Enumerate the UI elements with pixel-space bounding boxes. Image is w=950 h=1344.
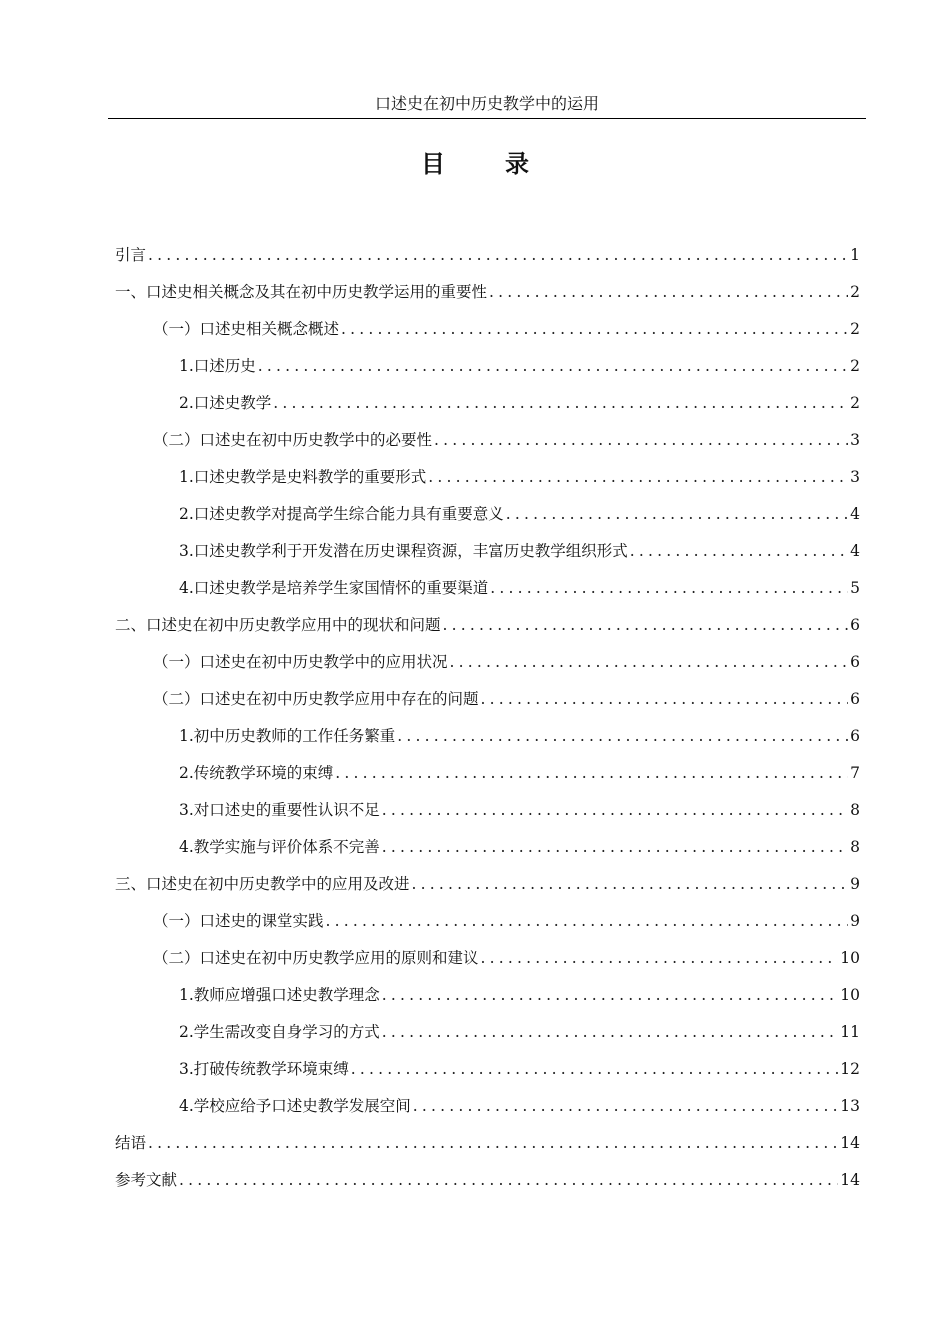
toc-entry-label: 一、口述史相关概念及其在初中历史教学运用的重要性 — [115, 283, 488, 301]
toc-entry-page-number: 14 — [840, 1134, 860, 1152]
toc-entry-page-number: 3 — [850, 431, 860, 449]
toc-entry-page-number: 6 — [850, 653, 860, 671]
toc-dot-leader — [258, 348, 848, 385]
toc-entry-label: 2.学生需改变自身学习的方式 — [179, 1023, 380, 1041]
running-header — [108, 92, 866, 119]
toc-entry-page-number: 5 — [850, 579, 860, 597]
toc-dot-leader — [490, 570, 848, 607]
toc-entry[interactable] — [115, 1014, 860, 1051]
toc-entry-label: 1.初中历史教师的工作任务繁重 — [179, 727, 396, 745]
toc-entry-label: 4.教学实施与评价体系不完善 — [179, 838, 380, 856]
toc-entry-page-number: 2 — [850, 357, 860, 375]
header-title: 口述史在初中历史教学中的运用 — [374, 94, 599, 113]
toc-dot-leader — [335, 755, 848, 792]
toc-entry-label: 3.对口述史的重要性认识不足 — [179, 801, 380, 819]
toc-entry-page-number: 2 — [850, 320, 860, 338]
toc-entry-label: 1.教师应增强口述史教学理念 — [179, 986, 380, 1004]
toc-entry-page-number: 10 — [840, 986, 860, 1004]
toc-entry-page-number: 13 — [840, 1097, 860, 1115]
toc-entry[interactable] — [115, 718, 860, 755]
toc-entry-label: 三、口述史在初中历史教学中的应用及改进 — [115, 875, 410, 893]
toc-entry-page-number: 6 — [850, 616, 860, 634]
toc-entry[interactable] — [115, 533, 860, 570]
toc-dot-leader — [382, 792, 848, 829]
toc-dot-leader — [434, 422, 848, 459]
toc-dot-leader — [450, 644, 848, 681]
table-of-contents — [115, 237, 860, 1199]
toc-entry-label: （二）口述史在初中历史教学应用的原则和建议 — [153, 949, 479, 967]
toc-entry-label: 3.口述史教学利于开发潜在历史课程资源，丰富历史教学组织形式 — [179, 542, 628, 560]
toc-entry-page-number: 9 — [850, 912, 860, 930]
toc-entry-label: （二）口述史在初中历史教学应用中存在的问题 — [153, 690, 479, 708]
toc-entry-label: （二）口述史在初中历史教学中的必要性 — [153, 431, 433, 449]
toc-entry[interactable] — [115, 348, 860, 385]
toc-entry-label: 4.学校应给予口述史教学发展空间 — [179, 1097, 411, 1115]
toc-entry-page-number: 2 — [850, 394, 860, 412]
toc-entry-page-number: 9 — [850, 875, 860, 893]
toc-dot-leader — [443, 607, 848, 644]
toc-entry-page-number: 6 — [850, 690, 860, 708]
toc-dot-leader — [273, 385, 848, 422]
toc-dot-leader — [179, 1162, 838, 1199]
toc-dot-leader — [481, 940, 839, 977]
toc-dot-leader — [382, 1014, 838, 1051]
toc-entry-page-number: 8 — [850, 838, 860, 856]
toc-dot-leader — [351, 1051, 838, 1088]
toc-entry-page-number: 1 — [850, 246, 860, 264]
toc-title: 目录 — [421, 149, 589, 178]
toc-entry-label: 2.口述史教学对提高学生综合能力具有重要意义 — [179, 505, 504, 523]
toc-entry[interactable] — [115, 607, 860, 644]
toc-entry-label: （一）口述史在初中历史教学中的应用状况 — [153, 653, 448, 671]
toc-entry-label: （一）口述史相关概念概述 — [153, 320, 340, 338]
toc-entry[interactable] — [115, 644, 860, 681]
toc-entry-label: 4.口述史教学是培养学生家国情怀的重要渠道 — [179, 579, 489, 597]
toc-entry[interactable] — [115, 1162, 860, 1199]
toc-entry[interactable] — [115, 385, 860, 422]
toc-dot-leader — [382, 829, 848, 866]
toc-entry-label: 参考文献 — [115, 1171, 178, 1189]
toc-dot-leader — [428, 459, 848, 496]
toc-entry-label: 引言 — [115, 246, 147, 264]
toc-entry-label: 2.口述史教学 — [179, 394, 272, 412]
toc-dot-leader — [630, 533, 848, 570]
toc-dot-leader — [341, 311, 848, 348]
toc-entry[interactable] — [115, 570, 860, 607]
toc-dot-leader — [148, 1125, 838, 1162]
toc-entry-page-number: 12 — [840, 1060, 860, 1078]
toc-entry[interactable] — [115, 792, 860, 829]
toc-entry-page-number: 8 — [850, 801, 860, 819]
toc-entry-page-number: 4 — [850, 505, 860, 523]
toc-dot-leader — [412, 866, 848, 903]
toc-entry-page-number: 3 — [850, 468, 860, 486]
toc-entry[interactable] — [115, 459, 860, 496]
toc-entry-page-number: 2 — [850, 283, 860, 301]
toc-entry[interactable] — [115, 311, 860, 348]
toc-dot-leader — [413, 1088, 838, 1125]
toc-entry[interactable] — [115, 496, 860, 533]
toc-dot-leader — [489, 274, 848, 311]
toc-dot-leader — [506, 496, 848, 533]
toc-entry-label: 1.口述历史 — [179, 357, 256, 375]
toc-entry-page-number: 11 — [840, 1023, 860, 1041]
toc-entry[interactable] — [115, 1125, 860, 1162]
toc-dot-leader — [397, 718, 848, 755]
toc-entry-label: 结语 — [115, 1134, 147, 1152]
toc-entry-label: 二、口述史在初中历史教学应用中的现状和问题 — [115, 616, 441, 634]
toc-entry[interactable] — [115, 977, 860, 1014]
toc-entry[interactable] — [115, 940, 860, 977]
toc-entry-label: 3.打破传统教学环境束缚 — [179, 1060, 349, 1078]
toc-dot-leader — [382, 977, 838, 1014]
toc-entry-label: 1.口述史教学是史料教学的重要形式 — [179, 468, 427, 486]
toc-entry-page-number: 10 — [840, 949, 860, 967]
toc-entry[interactable] — [115, 903, 860, 940]
toc-entry-page-number: 6 — [850, 727, 860, 745]
toc-entry-page-number: 7 — [850, 764, 860, 782]
toc-entry[interactable] — [115, 755, 860, 792]
toc-entry[interactable] — [115, 1051, 860, 1088]
toc-dot-leader — [148, 237, 848, 274]
toc-dot-leader — [326, 903, 848, 940]
toc-entry[interactable] — [115, 866, 860, 903]
toc-entry-page-number: 14 — [840, 1171, 860, 1189]
toc-entry[interactable] — [115, 1088, 860, 1125]
toc-entry[interactable] — [115, 237, 860, 274]
toc-entry-label: 2.传统教学环境的束缚 — [179, 764, 334, 782]
toc-entry[interactable] — [115, 681, 860, 718]
toc-entry[interactable] — [115, 829, 860, 866]
toc-entry[interactable] — [115, 274, 860, 311]
toc-entry-label: （一）口述史的课堂实践 — [153, 912, 324, 930]
toc-entry-page-number: 4 — [850, 542, 860, 560]
toc-dot-leader — [481, 681, 848, 718]
toc-entry[interactable] — [115, 422, 860, 459]
